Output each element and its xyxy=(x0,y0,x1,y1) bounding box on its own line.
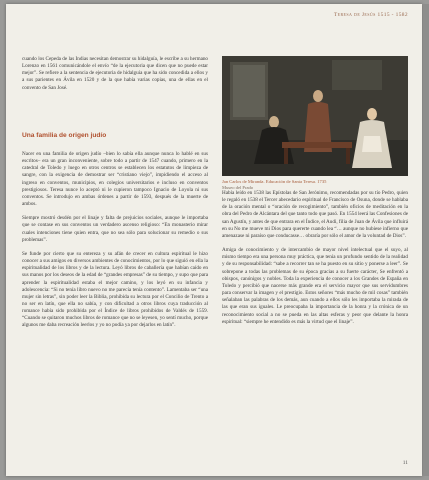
paragraph: Se funde por cierto que su entereza y su afán de crecer en cultura espiritual le hizo conocer a sus amigos en diversos ambientes de conocimientos, por lo que siguió en ella la espiritualidad de los libros y de la lectura. Leyó libros de caballería que habían caído en sus manos por los deseos de la edad de “grandes empresas” de su tiempo, y supo que para aprender la espiritualidad estaba el mejor camino, y los leyó en su infancia y adolescencia: “Si no tenía libro nuevo no me parecía tenía contento”. Lamentaba ser “una mujer sin letras”, sin poder leer la Biblia, prohibida su lectura por el Concilio de Trento a no ser en latín, que ella no sabía, y con dificultad a otros libros cuya traducción al romance había sido prohibida por el Índice de libros prohibidos de Valdés de 1559. “Cuando se quitaron muchos libros de romance que no se leyesen, yo sentí mucho, porque algunos me daba recreación leerlos y yo no podía ya por dejarlos en latín”. xyxy=(22,250,208,329)
paragraph: Había leído en 1538 las Epístolas de San Jerónimo, recomendadas por su tío Pedro, quien le regaló en 1538 el Tercer abecedario espiritual de Francisco de Osuna, donde se hablaba de la oración mental o “oración de recogimiento”, también oficios de meditación en la obra del Pedro de Alcántara del que tanto todo que pasó. En 1554 leerá las Confesiones de san Agustín, y antes de que entrara en el Índice, el Audi, filia de Juan de Ávila que influirá en su No me mueve mi Dios para quererte cuando lea “… aunque no hubiese infierno que amenazase ni paraíso que conducasse… obraría por sólo el amor de la voluntad de Dios”. xyxy=(222,190,409,239)
left-column-body xyxy=(22,151,208,330)
image-caption xyxy=(222,179,408,191)
book-page xyxy=(6,4,422,476)
section-title: Una familia de origen judío xyxy=(22,132,107,139)
paragraph: Nacer en una familia de origen judío –bien lo sabía ella aunque nunca lo hablé en sus escritos– era un gran inconveniente, sobre todo a partir de 1547 cuando, primero en la catedral de Toledo y luego en otros centros se establecen los estatutos de limpieza de sangre, con la exigencia de demostrar ser “cristiano viejo”, impidiendo el acceso al ingreso en conventos, municipios, en colegios universitarios e incluso en conventos prestigiosos. Teresa nunce lo aceptó ni le cupieron tampoco Ignacio de Loyola ni sus conventos. Se introdujo en ambas órdenes a partir de 1593, después de la muerte de ambos. xyxy=(22,151,208,208)
caption-location: Museo del Prado xyxy=(222,184,254,190)
painting-illustration xyxy=(222,56,408,176)
paragraph: Amiga de conocimiento y de intercambio de mayor nivel intelectual que el suyo, al mismo tiempo era una persona muy práctica, que tenía un profundo sentido de la realidad y de su responsabilidad: “sabe a recorrer tan se ha puesto en su sitio y ponerse a leer”. Se sobrepone a todas las problemas de su época gracias a su fuerte carácter, Se enfrentó a obispos, canónigos y nobles. Toda la experiencia de conocer a los Grandes de España en Toledo y percibió que nacerse más grande era el servicio mayor que sus servidumbres para conservar la imagen y el prestigio. Estos señores “más mucho de mil cosas” también señalaban las palabras de los demás, aun cuando a ellos sólo les importaba la mirada de las que eran sus iguales. Le preocupaba la importancia de la honra y la crónica de un reconocimiento social a no se pueda en las altas esferas y peor que delante la honra espiritual: “siempre he entendido es más la virtud que el linaje”. xyxy=(222,247,408,325)
caption-title: Jan Carlos de Miranda. Educación de Santa Teresa. 1735 xyxy=(222,179,327,184)
painting-image xyxy=(222,56,408,176)
intro-paragraph xyxy=(22,56,208,92)
paragraph: Siempre mostró desdén por el linaje y falta de prejuicios sociales, aunque le importaba que se contase en sus conventos un verdadero ascenso religioso: “En monasterio mirar cuales intenciones tiene quien entra, que no sea sólo para solucionar su remedio o sus problemas”. xyxy=(22,215,208,243)
right-column-body xyxy=(222,190,408,326)
page-edge xyxy=(423,4,429,476)
intro-text: cuando los Cepeda de las Indias necesitan demostrar su hidalguía, le escribe a su hermano Lorenzo en 1561 comunicándole el envío “de la ejecutoria que dicen que no puede estar mejor”. Se refiere a la sentencia de ejecutoria de hidalguía que ha sido concedida a ellos y a sus parientes en Ávila en 1520 y de la que había varias copias, una de ellas en el convento de San José. xyxy=(22,56,208,91)
running-head: Teresa de Jesús 1515 - 1582 xyxy=(333,12,408,18)
page-number: 11 xyxy=(402,460,408,466)
